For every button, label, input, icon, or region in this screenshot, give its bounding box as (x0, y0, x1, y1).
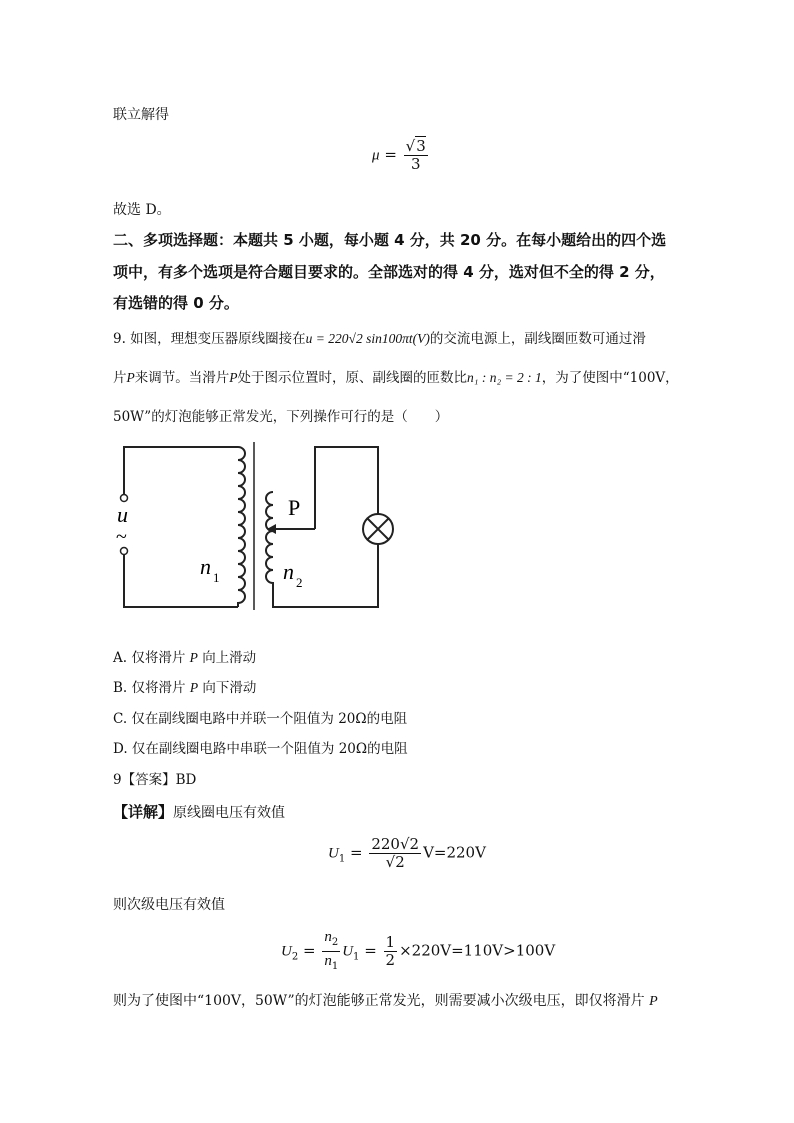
option-c: C. 仅在副线圈电路中并联一个阻值为 20Ω的电阻 (113, 711, 408, 727)
option-a: A. 仅将滑片 P 向上滑动 (113, 650, 257, 666)
question-9-line1: 9. 如图，理想变压器原线圈接在u = 220√2 sin100πt(V)的交流电源上，副线圈匝数可通过滑 (113, 331, 646, 347)
terminal-bottom-icon (121, 548, 128, 555)
option-b: B. 仅将滑片 P 向下滑动 (113, 680, 257, 696)
section-heading-line3: 有选错的得 0 分。 (113, 294, 239, 312)
label-n2: n (283, 559, 294, 584)
label-n2-sub: 2 (296, 575, 303, 590)
paragraph-conclusion: 则为了使图中“100V，50W”的灯泡能够正常发光，则需要减小次级电压，即仅将滑片 P (113, 993, 658, 1009)
label-p: P (288, 495, 301, 520)
terminal-top-icon (121, 495, 128, 502)
question-9-line2: 片P来调节。当滑片P处于图示位置时，原、副线圈的匝数比n₁ : n₂ = 2 : 1，为了使图中“100V， (113, 370, 679, 386)
section-heading-line1: 二、多项选择题：本题共 5 小题，每小题 4 分，共 20 分。在每小题给出的四个选 (113, 231, 667, 249)
equation-u2: $U_2$ = $\frac{n_2}{n_1}$ $U_1$ = $\frac{1}{2}$ ×220V=110V>100V (281, 929, 556, 972)
paragraph-secondary: 则次级电压有效值 (113, 897, 225, 913)
paragraph-choice: 故选 D。 (113, 202, 171, 218)
transformer-circuit-diagram (110, 442, 400, 622)
label-u: u (117, 502, 128, 527)
label-n1-sub: 1 (213, 570, 220, 585)
label-n1: n (200, 554, 211, 579)
answer-line: 9【答案】BD (113, 772, 197, 788)
equation-u1: $U_1$ = $\frac{220√2}{√2}$ V=220V (328, 835, 486, 871)
option-d: D. 仅在副线圈电路中串联一个阻值为 20Ω的电阻 (113, 741, 408, 757)
paragraph-intro: 联立解得 (113, 107, 169, 123)
question-9-line3: 50W”的灯泡能够正常发光，下列操作可行的是（ ） (113, 409, 449, 425)
detail-line: 【详解】原线圈电压有效值 (113, 803, 286, 821)
equation-mu: μ = $\frac{√3}{3}$ (372, 137, 426, 173)
section-heading-line2: 项中，有多个选项是符合题目要求的。全部选对的得 4 分，选对但不全的得 2 分， (113, 263, 665, 281)
label-tilde: ~ (116, 526, 127, 548)
